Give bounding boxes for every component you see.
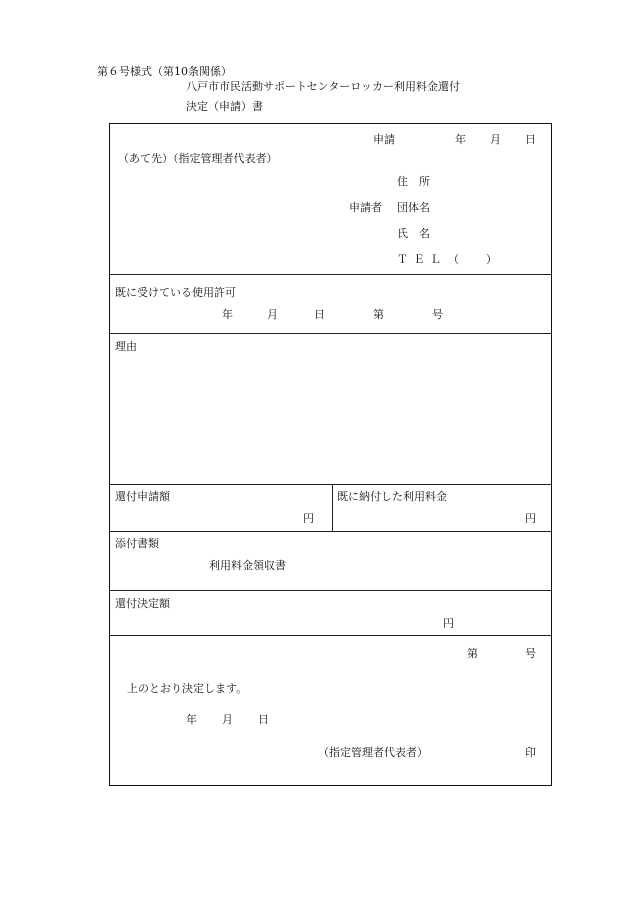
applicant-label: 申請者 — [349, 201, 382, 214]
decision-month: 月 — [222, 713, 233, 726]
divider-reason — [110, 484, 551, 485]
decision-amount-label: 還付決定額 — [115, 597, 170, 610]
decision-signer: （指定管理者代表者） — [318, 746, 428, 759]
name-label: 氏 名 — [397, 227, 430, 240]
permit-number-suffix: 号 — [432, 308, 443, 321]
divider-amount-vertical — [332, 484, 333, 531]
permit-month: 月 — [267, 308, 278, 321]
permit-year: 年 — [222, 308, 233, 321]
divider-amount — [110, 531, 551, 532]
group-name-label: 団体名 — [397, 201, 430, 214]
tel-open-paren: （ — [448, 253, 459, 266]
addressee: （あて先）（指定管理者代表者） — [118, 152, 278, 165]
apply-year: 年 — [455, 133, 466, 146]
permit-day: 日 — [314, 308, 325, 321]
seal-mark: 印 — [525, 746, 536, 759]
tel-label: ＴＥＬ — [397, 253, 447, 266]
divider-decision-amount — [110, 635, 551, 636]
divider-attachment — [110, 590, 551, 591]
permit-number-prefix: 第 — [373, 308, 384, 321]
tel-close-paren: ） — [486, 253, 497, 266]
apply-day: 日 — [525, 133, 536, 146]
refund-request-label: 還付申請額 — [115, 490, 170, 503]
divider-applicant — [110, 274, 551, 275]
paid-fee-label: 既に納付した利用料金 — [337, 490, 447, 503]
permit-label: 既に受けている使用許可 — [115, 286, 236, 299]
decision-amount-unit: 円 — [443, 617, 454, 630]
refund-request-unit: 円 — [303, 512, 314, 525]
decision-year: 年 — [186, 713, 197, 726]
address-label: 住 所 — [397, 175, 430, 188]
form-number: 第６号様式（第10条関係） — [97, 65, 232, 78]
apply-label: 申請 — [373, 133, 395, 146]
decision-number-suffix: 号 — [525, 647, 536, 660]
attachment-label: 添付書類 — [115, 537, 159, 550]
reason-label: 理由 — [115, 340, 137, 353]
attachment-item: 利用料金領収書 — [209, 559, 286, 572]
paid-fee-unit: 円 — [525, 512, 536, 525]
form-title-line1: 八戸市市民活動サポートセンターロッカー利用料金還付 — [186, 80, 461, 93]
form-title-line2: 決定（申請）書 — [186, 100, 263, 113]
divider-permit — [110, 333, 551, 334]
decision-number-prefix: 第 — [467, 647, 478, 660]
decision-statement: 上のとおり決定します。 — [127, 682, 248, 695]
apply-month: 月 — [490, 133, 501, 146]
decision-day: 日 — [258, 713, 269, 726]
